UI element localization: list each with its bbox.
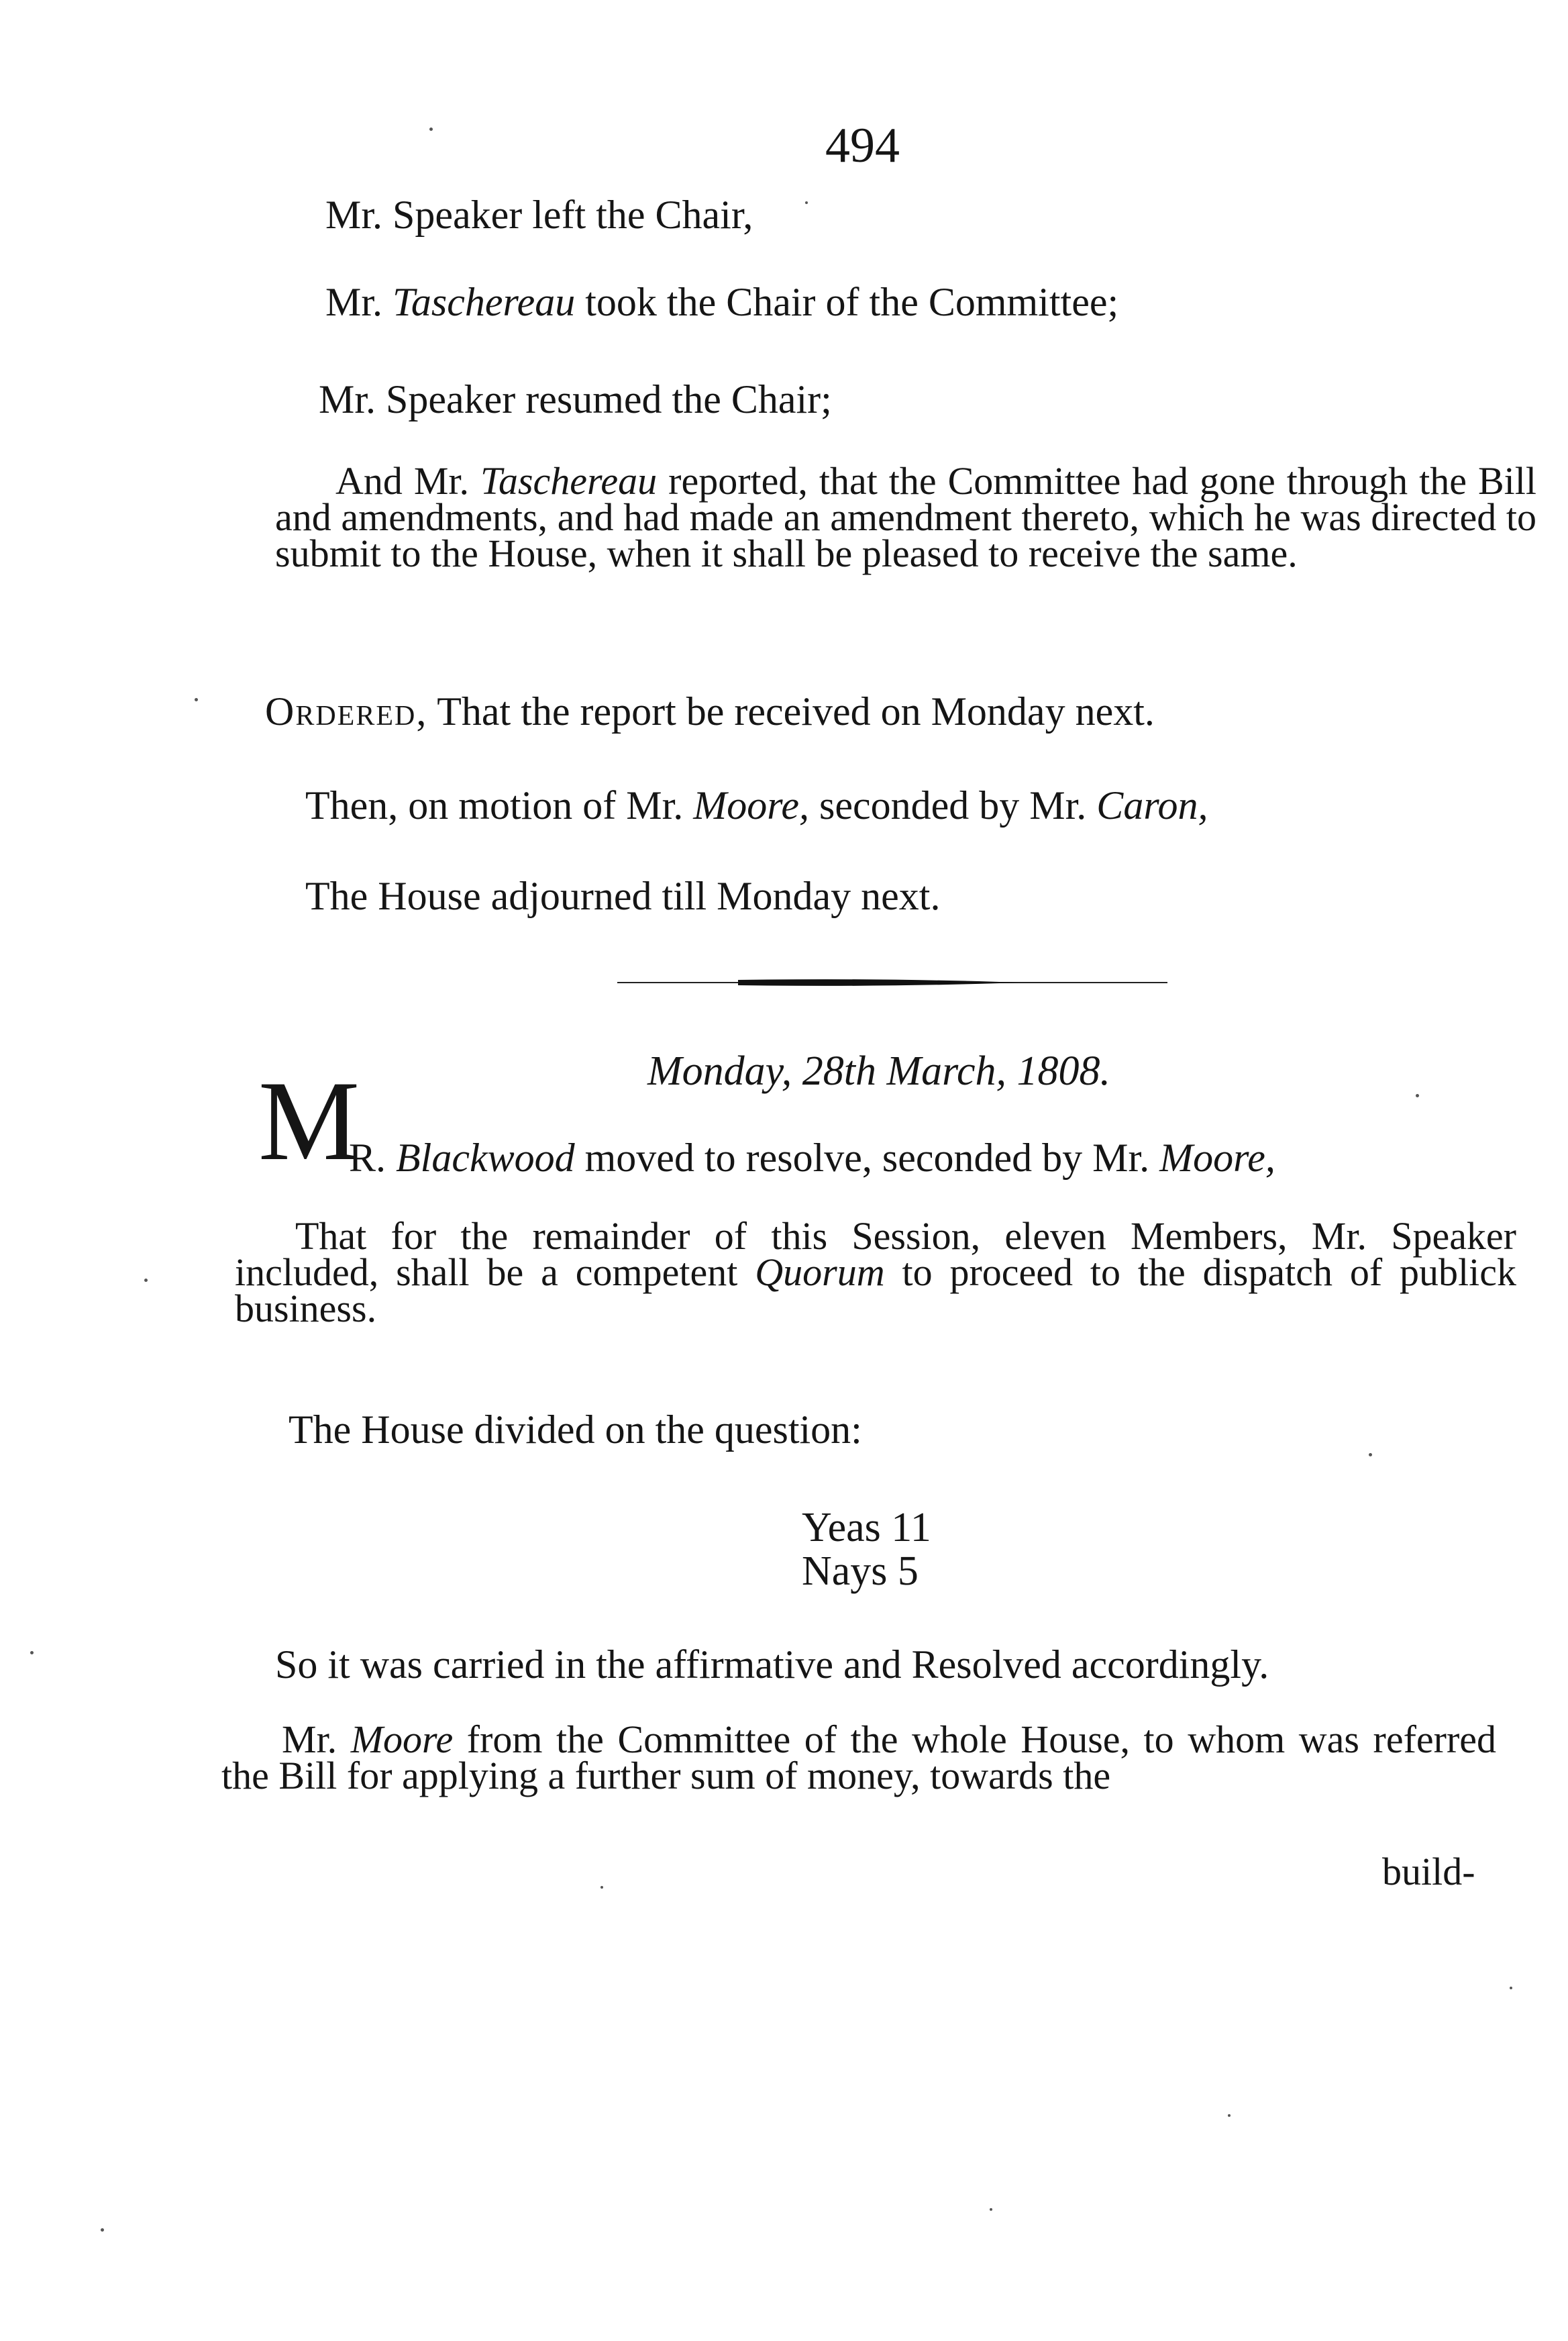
blackwood-name2: Moore, (1159, 1136, 1275, 1180)
taschereau-chair-line (325, 282, 1118, 322)
speck (429, 128, 433, 131)
quorum-text1: That for the remainder of this Session, eleven Members, Mr. Speaker included, shall be a competent (235, 1214, 1516, 1294)
speck (990, 2208, 992, 2211)
report-prefix: And Mr. (335, 459, 470, 503)
motion-name2: Caron, (1096, 783, 1208, 828)
taschereau-prefix: Mr. (325, 280, 383, 324)
speck (1228, 2114, 1231, 2117)
ordered-line (265, 691, 1155, 732)
carried-line: So it was carried in the affirmative and Resolved accordingly. (275, 1642, 1269, 1687)
date-heading: Monday, 28th March, 1808. (647, 1048, 1110, 1094)
speck (144, 1279, 148, 1282)
ordered-label: Ordered, (265, 689, 428, 734)
speck (805, 201, 808, 204)
motion-prefix: Then, on motion of Mr. (305, 783, 684, 828)
blackwood-prefix: R. (349, 1136, 386, 1180)
speck (1510, 1987, 1512, 1989)
report-name: Taschereau (480, 459, 658, 503)
section-divider-rule (617, 977, 1167, 989)
moore-prefix: Mr. (282, 1717, 337, 1761)
motion-name1: Moore, (693, 783, 810, 828)
blackwood-name: Blackwood (396, 1136, 575, 1180)
ordered-text: That the report be received on Monday next. (437, 689, 1155, 734)
motion-line (305, 785, 1208, 826)
blackwood-middle: moved to resolve, seconded by Mr. (584, 1136, 1150, 1180)
report-paragraph (275, 459, 1536, 575)
speck (101, 2228, 104, 2232)
speaker-left-line: Mr. Speaker left the Chair, (325, 193, 753, 237)
motion-middle: seconded by Mr. (819, 783, 1087, 828)
taschereau-name: Taschereau (393, 280, 576, 324)
dropcap-m: M (258, 1058, 360, 1184)
quorum-word: Quorum (755, 1250, 885, 1294)
moore-name: Moore (350, 1717, 454, 1761)
nays-count: Nays 5 (802, 1548, 919, 1594)
quorum-paragraph (235, 1214, 1516, 1330)
speck (1369, 1453, 1372, 1456)
quorum-text2: to proceed to the dispatch of publick business. (235, 1250, 1516, 1330)
moore-paragraph (221, 1717, 1496, 1797)
catchword: build- (1382, 1850, 1475, 1893)
page-number: 494 (825, 118, 900, 173)
speck (30, 1651, 34, 1654)
speck (1416, 1094, 1419, 1097)
speck (195, 698, 198, 701)
divided-line: The House divided on the question: (289, 1407, 862, 1452)
speaker-resumed-line: Mr. Speaker resumed the Chair; (319, 377, 832, 421)
taschereau-rest: took the Chair of the Committee; (585, 280, 1119, 324)
report-text: reported, that the Committee had gone through the Bill and amendments, and had made an amendment thereto, which he was directed to submit to the House, when it shall be pleased to receive the same. (275, 459, 1536, 575)
yeas-count: Yeas 11 (802, 1505, 931, 1550)
adjourned-line: The House adjourned till Monday next. (305, 874, 941, 918)
blackwood-line (349, 1138, 1275, 1178)
speck (600, 1886, 603, 1889)
moore-text: from the Committee of the whole House, to whom was referred the Bill for applying a further sum of money, towards the (221, 1717, 1496, 1797)
